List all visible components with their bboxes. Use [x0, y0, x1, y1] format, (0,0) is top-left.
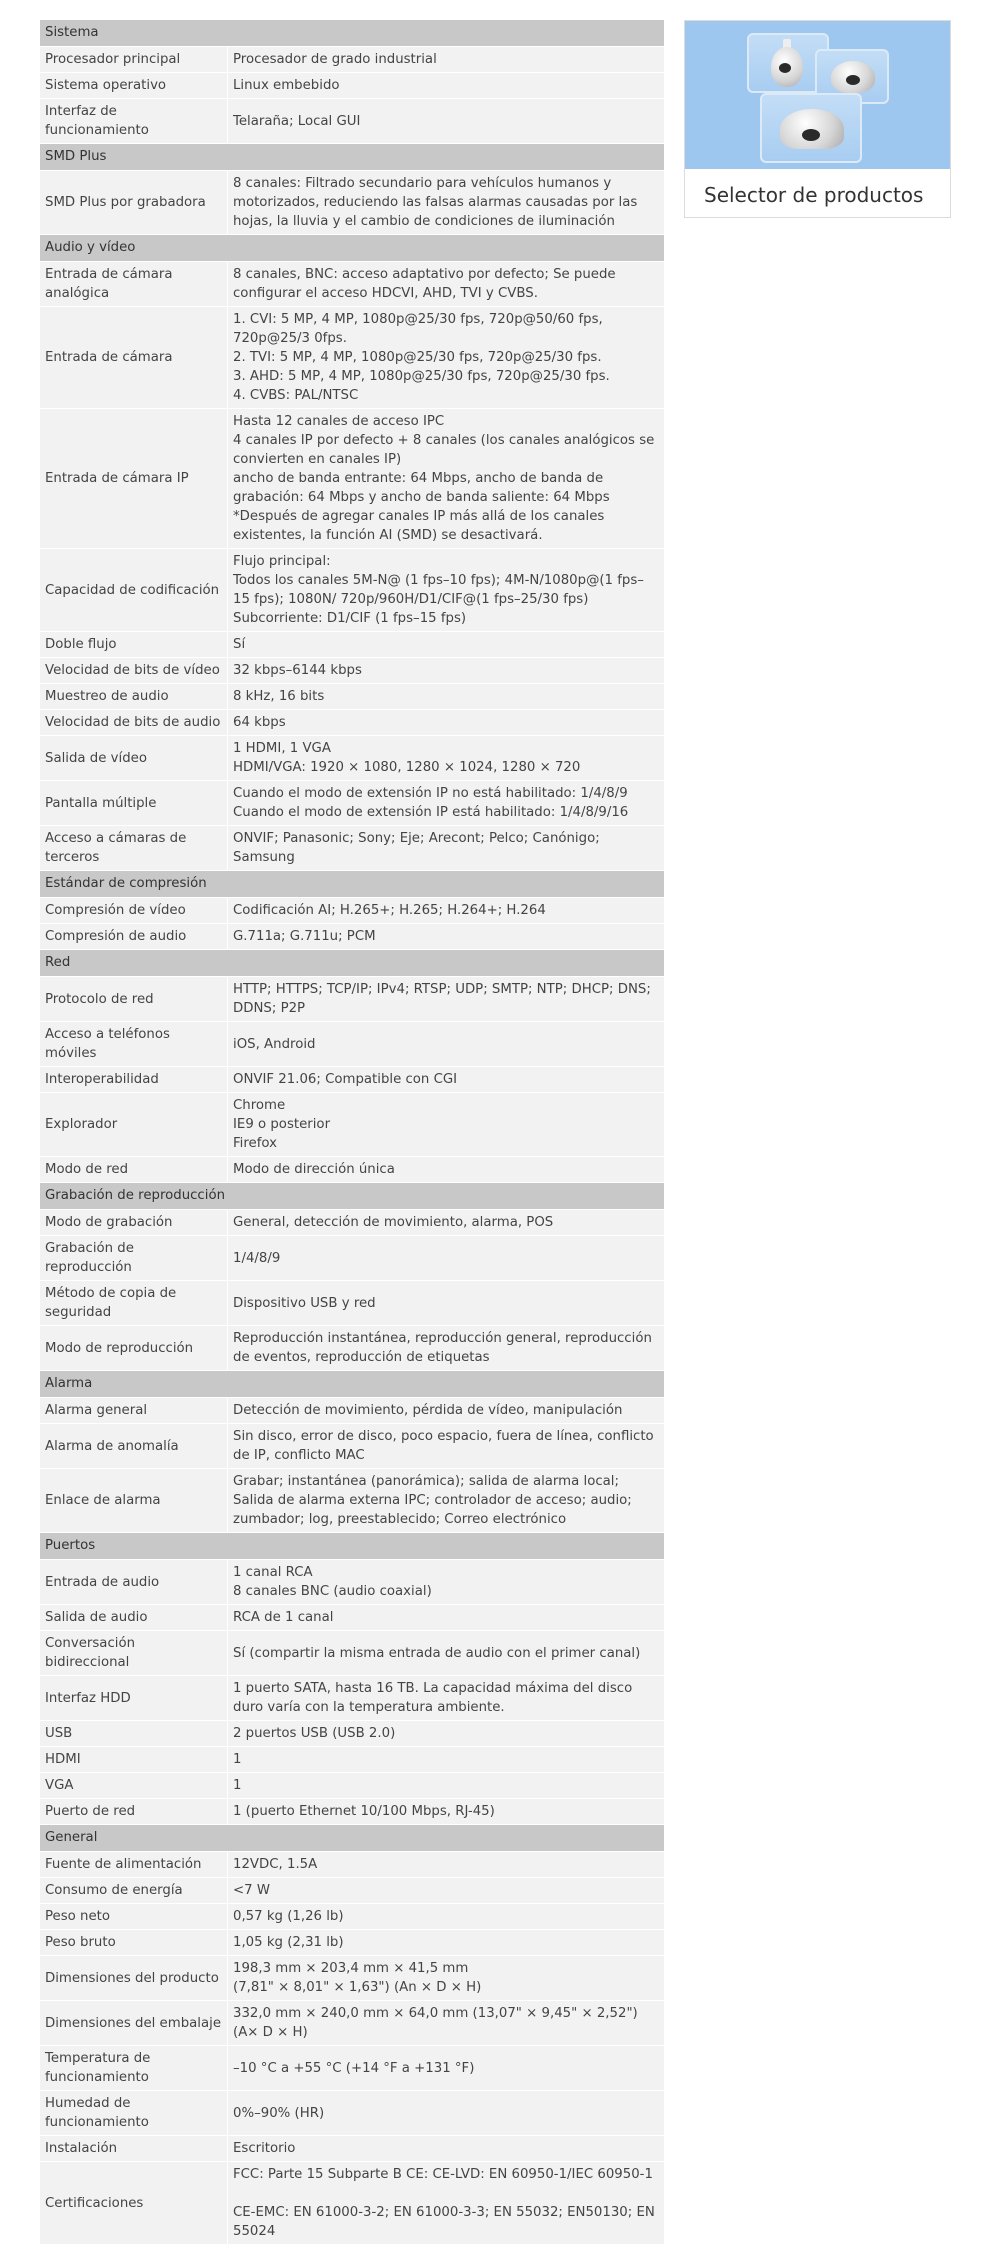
spec-value: 1 puerto SATA, hasta 16 TB. La capacidad máxima del disco duro varía con la temperatura ambiente. — [228, 1676, 664, 1721]
spec-row — [40, 2162, 664, 2245]
spec-row — [40, 1605, 664, 1631]
spec-label: Salida de audio — [40, 1605, 228, 1631]
spec-row — [40, 1067, 664, 1093]
spec-label: Interfaz HDD — [40, 1676, 228, 1721]
section-title: Audio y vídeo — [40, 235, 664, 262]
spec-row — [40, 1773, 664, 1799]
spec-row — [40, 2001, 664, 2046]
spec-row — [40, 684, 664, 710]
spec-row — [40, 1281, 664, 1326]
section-title: Sistema — [40, 20, 664, 47]
spec-label: Compresión de vídeo — [40, 898, 228, 924]
spec-value: 1,05 kg (2,31 lb) — [228, 1930, 664, 1956]
spec-label: Dimensiones del embalaje — [40, 2001, 228, 2046]
section-header — [40, 950, 664, 977]
spec-label: Modo de reproducción — [40, 1326, 228, 1371]
section-header — [40, 144, 664, 171]
spec-row — [40, 1956, 664, 2001]
spec-label: Pantalla múltiple — [40, 781, 228, 826]
spec-row — [40, 1747, 664, 1773]
spec-row — [40, 1022, 664, 1067]
spec-row — [40, 549, 664, 632]
spec-value: 2 puertos USB (USB 2.0) — [228, 1721, 664, 1747]
spec-value: Detección de movimiento, pérdida de vídeo, manipulación — [228, 1398, 664, 1424]
section-header — [40, 235, 664, 262]
spec-row — [40, 632, 664, 658]
spec-value: 12VDC, 1.5A — [228, 1852, 664, 1878]
spec-row — [40, 1210, 664, 1236]
section-title: Estándar de compresión — [40, 871, 664, 898]
spec-label: Enlace de alarma — [40, 1469, 228, 1533]
spec-row — [40, 826, 664, 871]
spec-row — [40, 99, 664, 144]
spec-label: Compresión de audio — [40, 924, 228, 950]
spec-label: Interoperabilidad — [40, 1067, 228, 1093]
spec-label: Procesador principal — [40, 47, 228, 73]
spec-value: 198,3 mm × 203,4 mm × 41,5 mm (7,81" × 8,01" × 1,63") (An × D × H) — [228, 1956, 664, 2001]
spec-value: Modo de dirección única — [228, 1157, 664, 1183]
spec-label: Certificaciones — [40, 2162, 228, 2245]
spec-label: Instalación — [40, 2136, 228, 2162]
spec-row — [40, 1799, 664, 1825]
spec-value: HTTP; HTTPS; TCP/IP; IPv4; RTSP; UDP; SMTP; NTP; DHCP; DNS; DDNS; P2P — [228, 977, 664, 1022]
spec-value: Escritorio — [228, 2136, 664, 2162]
spec-label: Doble flujo — [40, 632, 228, 658]
spec-row — [40, 1326, 664, 1371]
section-header — [40, 1183, 664, 1210]
section-title: General — [40, 1825, 664, 1852]
spec-label: Método de copia de seguridad — [40, 1281, 228, 1326]
spec-value: Sí — [228, 632, 664, 658]
spec-row — [40, 409, 664, 549]
spec-row — [40, 1560, 664, 1605]
spec-value: Grabar; instantánea (panorámica); salida de alarma local; Salida de alarma externa IPC; controlador de acceso; audio; zumbador; log, preestablecido; Correo electrónico — [228, 1469, 664, 1533]
spec-value: 1 — [228, 1773, 664, 1799]
section-header — [40, 1533, 664, 1560]
fisheye-camera-icon — [760, 93, 862, 163]
product-selector-card[interactable] — [684, 20, 951, 218]
spec-row — [40, 307, 664, 409]
spec-label: Modo de red — [40, 1157, 228, 1183]
spec-value: Linux embebido — [228, 73, 664, 99]
spec-value: 8 kHz, 16 bits — [228, 684, 664, 710]
section-title: Puertos — [40, 1533, 664, 1560]
spec-label: Acceso a teléfonos móviles — [40, 1022, 228, 1067]
spec-value: 0,57 kg (1,26 lb) — [228, 1904, 664, 1930]
spec-row — [40, 1721, 664, 1747]
spec-label: Interfaz de funcionamiento — [40, 99, 228, 144]
spec-label: Alarma general — [40, 1398, 228, 1424]
spec-value: Cuando el modo de extensión IP no está habilitado: 1/4/8/9 Cuando el modo de extensión IP está habilitado: 1/4/8/9/16 — [228, 781, 664, 826]
spec-label: VGA — [40, 1773, 228, 1799]
spec-row — [40, 2046, 664, 2091]
spec-value: <7 W — [228, 1878, 664, 1904]
spec-row — [40, 977, 664, 1022]
spec-row — [40, 1904, 664, 1930]
spec-row — [40, 2136, 664, 2162]
spec-value: 0%–90% (HR) — [228, 2091, 664, 2136]
spec-row — [40, 1398, 664, 1424]
spec-value: Dispositivo USB y red — [228, 1281, 664, 1326]
spec-row — [40, 1930, 664, 1956]
spec-value: 8 canales, BNC: acceso adaptativo por defecto; Se puede configurar el acceso HDCVI, AHD, TVI y CVBS. — [228, 262, 664, 307]
spec-label: Velocidad de bits de vídeo — [40, 658, 228, 684]
spec-value: ONVIF 21.06; Compatible con CGI — [228, 1067, 664, 1093]
spec-value: –10 °C a +55 °C (+14 °F a +131 °F) — [228, 2046, 664, 2091]
section-header — [40, 20, 664, 47]
spec-label: Entrada de cámara analógica — [40, 262, 228, 307]
spec-row — [40, 710, 664, 736]
spec-label: Grabación de reproducción — [40, 1236, 228, 1281]
spec-value: Procesador de grado industrial — [228, 47, 664, 73]
spec-value: G.711a; G.711u; PCM — [228, 924, 664, 950]
spec-value: 1 (puerto Ethernet 10/100 Mbps, RJ-45) — [228, 1799, 664, 1825]
spec-value: Telaraña; Local GUI — [228, 99, 664, 144]
spec-value: ONVIF; Panasonic; Sony; Eje; Arecont; Pelco; Canónigo; Samsung — [228, 826, 664, 871]
spec-value: 8 canales: Filtrado secundario para vehículos humanos y motorizados, reduciendo las falsas alarmas causadas por las hojas, la lluvia y el cambio de condiciones de iluminación — [228, 171, 664, 235]
spec-label: USB — [40, 1721, 228, 1747]
section-title: Red — [40, 950, 664, 977]
spec-label: Velocidad de bits de audio — [40, 710, 228, 736]
spec-row — [40, 1157, 664, 1183]
spec-label: Dimensiones del producto — [40, 1956, 228, 2001]
spec-label: Humedad de funcionamiento — [40, 2091, 228, 2136]
spec-value: 1 — [228, 1747, 664, 1773]
spec-label: Protocolo de red — [40, 977, 228, 1022]
spec-label: Puerto de red — [40, 1799, 228, 1825]
spec-row — [40, 2091, 664, 2136]
spec-label: Modo de grabación — [40, 1210, 228, 1236]
spec-value: 332,0 mm × 240,0 mm × 64,0 mm (13,07" × 9,45" × 2,52") (A× D × H) — [228, 2001, 664, 2046]
spec-row — [40, 1236, 664, 1281]
spec-row — [40, 924, 664, 950]
spec-label: Temperatura de funcionamiento — [40, 2046, 228, 2091]
spec-label: Explorador — [40, 1093, 228, 1157]
spec-label: Acceso a cámaras de terceros — [40, 826, 228, 871]
section-title: Alarma — [40, 1371, 664, 1398]
spec-row — [40, 47, 664, 73]
spec-row — [40, 1852, 664, 1878]
section-header — [40, 1371, 664, 1398]
spec-row — [40, 262, 664, 307]
spec-value: Chrome IE9 o posterior Firefox — [228, 1093, 664, 1157]
spec-label: Entrada de audio — [40, 1560, 228, 1605]
spec-value: 1 canal RCA 8 canales BNC (audio coaxial) — [228, 1560, 664, 1605]
spec-value: 1/4/8/9 — [228, 1236, 664, 1281]
product-selector-title[interactable]: Selector de productos — [704, 183, 924, 207]
spec-value: iOS, Android — [228, 1022, 664, 1067]
spec-row — [40, 73, 664, 99]
spec-value: FCC: Parte 15 Subparte B CE: CE-LVD: EN 60950-1/IEC 60950-1 CE-EMC: EN 61000-3-2; EN 61000-3-3; EN 55032; EN50130; EN 55024 — [228, 2162, 664, 2245]
spec-label: SMD Plus por grabadora — [40, 171, 228, 235]
spec-value: Codificación AI; H.265+; H.265; H.264+; H.264 — [228, 898, 664, 924]
spec-row — [40, 781, 664, 826]
spec-label: Salida de vídeo — [40, 736, 228, 781]
section-title: SMD Plus — [40, 144, 664, 171]
section-header — [40, 871, 664, 898]
spec-label: Consumo de energía — [40, 1878, 228, 1904]
spec-row — [40, 898, 664, 924]
spec-value: 32 kbps–6144 kbps — [228, 658, 664, 684]
spec-value: 1 HDMI, 1 VGA HDMI/VGA: 1920 × 1080, 1280 × 1024, 1280 × 720 — [228, 736, 664, 781]
spec-value: General, detección de movimiento, alarma, POS — [228, 1210, 664, 1236]
spec-value: 64 kbps — [228, 710, 664, 736]
section-title: Grabación de reproducción — [40, 1183, 664, 1210]
spec-label: Capacidad de codificación — [40, 549, 228, 632]
spec-value: RCA de 1 canal — [228, 1605, 664, 1631]
spec-label: Peso neto — [40, 1904, 228, 1930]
spec-label: Muestreo de audio — [40, 684, 228, 710]
spec-row — [40, 1878, 664, 1904]
spec-value: Sin disco, error de disco, poco espacio, fuera de línea, conflicto de IP, conflicto MAC — [228, 1424, 664, 1469]
spec-label: Sistema operativo — [40, 73, 228, 99]
spec-row — [40, 1469, 664, 1533]
spec-value: Sí (compartir la misma entrada de audio con el primer canal) — [228, 1631, 664, 1676]
spec-label: HDMI — [40, 1747, 228, 1773]
spec-label: Alarma de anomalía — [40, 1424, 228, 1469]
spec-row — [40, 1093, 664, 1157]
spec-row — [40, 658, 664, 684]
spec-label: Entrada de cámara — [40, 307, 228, 409]
spec-value: Hasta 12 canales de acceso IPC 4 canales IP por defecto + 8 canales (los canales analógicos se convierten en canales IP) ancho de banda entrante: 64 Mbps, ancho de banda de grabación: 64 Mbps y ancho de banda saliente: 64 Mbps *Después de agregar canales IP más allá de los canales existentes, la función AI (SMD) se desactivará. — [228, 409, 664, 549]
spec-label: Entrada de cámara IP — [40, 409, 228, 549]
cameras-collage-icon[interactable] — [685, 21, 950, 169]
section-header — [40, 1825, 664, 1852]
spec-row — [40, 1424, 664, 1469]
spec-row — [40, 171, 664, 235]
spec-label: Peso bruto — [40, 1930, 228, 1956]
spec-row — [40, 736, 664, 781]
spec-value: Reproducción instantánea, reproducción general, reproducción de eventos, reproducción de etiquetas — [228, 1326, 664, 1371]
spec-label: Fuente de alimentación — [40, 1852, 228, 1878]
spec-value: 1. CVI: 5 MP, 4 MP, 1080p@25/30 fps, 720p@50/60 fps, 720p@25/3 0fps. 2. TVI: 5 MP, 4 MP, 1080p@25/30 fps, 720p@25/30 fps. 3. AHD: 5 MP, 4 MP, 1080p@25/30 fps, 720p@25/30 fps. 4. CVBS: PAL/NTSC — [228, 307, 664, 409]
spec-value: Flujo principal: Todos los canales 5M-N@ (1 fps–10 fps); 4M-N/1080p@(1 fps–15 fps); 1080N/ 720p/960H/D1/CIF@(1 fps–25/30 fps) Subcorriente: D1/CIF (1 fps–15 fps) — [228, 549, 664, 632]
spec-row — [40, 1631, 664, 1676]
specifications-table — [40, 20, 664, 2245]
spec-row — [40, 1676, 664, 1721]
spec-label: Conversación bidireccional — [40, 1631, 228, 1676]
